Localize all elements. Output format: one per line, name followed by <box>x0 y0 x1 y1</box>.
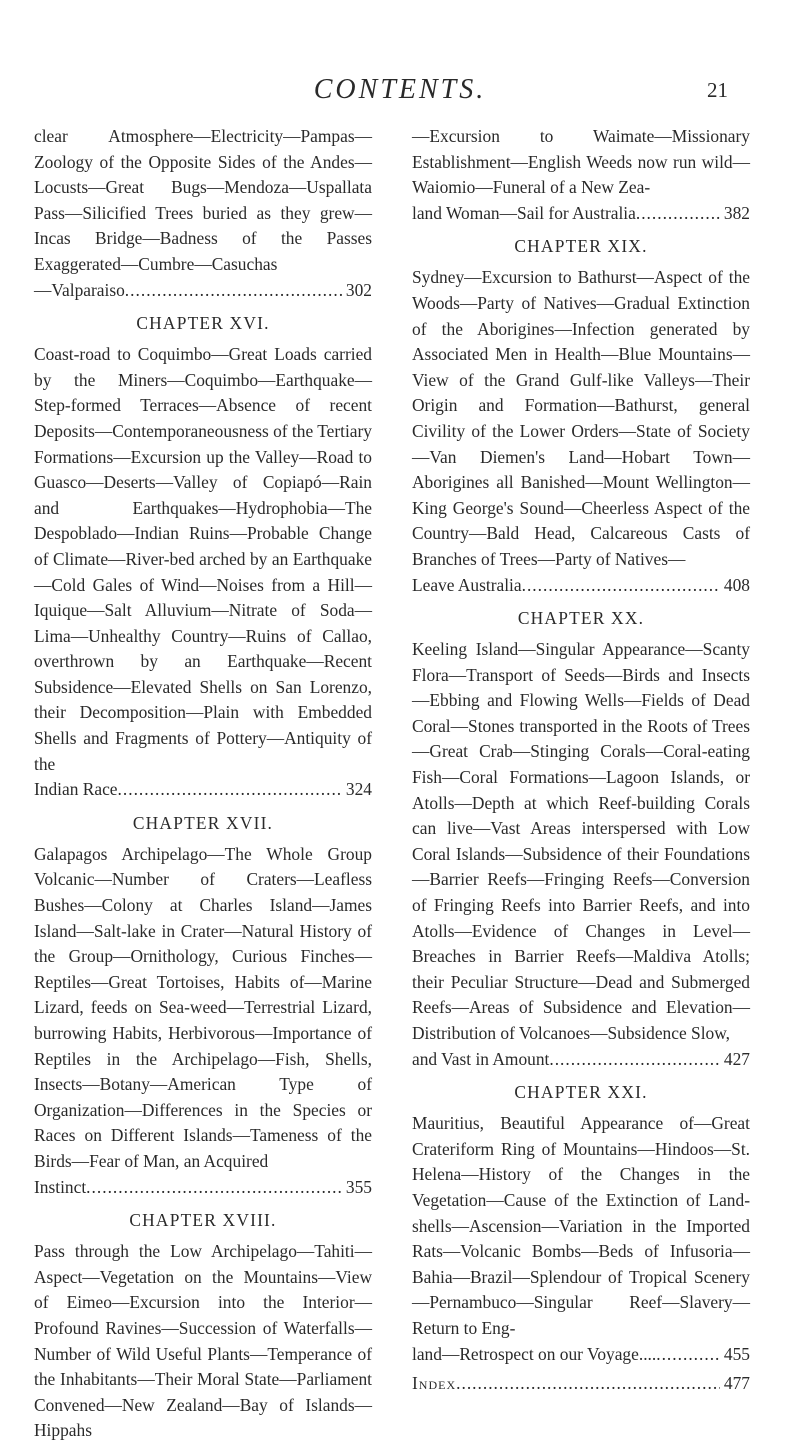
entry-last-line <box>34 1175 372 1201</box>
toc-entry-chapter-xix <box>412 265 750 598</box>
entry-last-text: Instinct <box>34 1176 87 1197</box>
toc-entry-chapter-xxi <box>412 1111 750 1367</box>
entry-page-number: 408 <box>723 574 750 595</box>
entry-text: Galapagos Archipelago—The Whole Group Volcanic—Number of Craters—Leafless Bushes—Colony at Charles Island—James Island—Salt-lake in Crater—Natural History of the Group—Ornithology, Curious Finches—Reptiles—Great Tortoises, Habits of—Marine Lizard, feeds on Sea-weed—Terrestrial Lizard, burrowing Habits, Herbivorous—Importance of Reptiles in the Archipelago—Fish, Shells, Insects—Botany—American Type of Organization—Differences in the Species or Races on Different Islands—Tameness of the Birds—Fear of Man, an Acquired <box>34 843 372 1171</box>
leader-dots <box>522 573 720 599</box>
entry-last-text: —Valparaiso <box>34 279 125 300</box>
toc-entry-chapter-xx <box>412 637 750 1072</box>
entry-page-number: 455 <box>723 1343 750 1364</box>
entry-last-text: and Vast in Amount <box>412 1048 550 1069</box>
leader-dots <box>656 1342 720 1368</box>
entry-text: Sydney—Excursion to Bathurst—Aspect of the Woods—Party of Natives—Gradual Extinction of the Aborigines—Infection generated by Associated Men in Health—Blue Mountains—View of the Grand Gulf-like Valleys—Their Origin and Formation—Bathurst, general Civility of the Lower Orders—State of Society—Van Diemen's Land—Hobart Town—Aborigines all Banished—Mount Wellington—King George's Sound—Cheerless Aspect of the Country—Bald Head, Calcareous Casts of Branches of Trees—Party of Natives— <box>412 267 750 569</box>
chapter-heading-xx: CHAPTER XX. <box>517 608 645 629</box>
entry-last-line <box>34 278 372 304</box>
left-column <box>34 124 372 1444</box>
leader-dots <box>125 278 342 304</box>
toc-entry-index <box>412 1371 750 1397</box>
entry-text: Pass through the Low Archipelago—Tahiti—Aspect—Vegetation on the Mountains—View of Eimeo—Excursion into the Interior—Profound Ravines—Succession of Waterfalls—Number of Wild Useful Plants—Temperance of the Inhabitants—Their Moral State—Parliament Convened—New Zealand—Bay of Islands—Hippahs <box>34 1241 372 1441</box>
entry-last-line <box>412 1047 750 1073</box>
entry-last-line <box>412 1342 750 1368</box>
chapter-heading-xvi: CHAPTER XVI. <box>136 313 270 334</box>
entry-page-number: 427 <box>723 1048 750 1069</box>
entry-text: —Excursion to Waimate—Missionary Establishment—English Weeds now run wild—Waiomio—Funeral of a New Zea- <box>412 126 750 198</box>
entry-text: Coast-road to Coquimbo—Great Loads carried by the Miners—Coquimbo—Earthquake—Step-formed Terraces—Absence of recent Deposits—Contemporaneousness of the Tertiary Formations—Excursion up the Valley—Road to Guasco—Deserts—Valley of Copiapó—Rain and Earthquakes—Hydrophobia—The Despoblado—Indian Ruins—Probable Change of Climate—River-bed arched by an Earthquake—Cold Gales of Wind—Noises from a Hill—Iquique—Salt Alluvium—Nitrate of Soda—Lima—Unhealthy Country—Ruins of Callao, overthrown by an Earthquake—Recent Subsidence—Elevated Shells on San Lorenzo, their Decomposition—Plain with Embedded Shells and Fragments of Pottery—Antiquity of the <box>34 344 372 774</box>
entry-last-line <box>412 201 750 227</box>
entry-page-number: 355 <box>345 1176 372 1197</box>
toc-entry-continuation-right <box>412 124 750 226</box>
entry-last-line <box>412 573 750 599</box>
entry-text: clear Atmosphere—Electricity—Pampas—Zoology of the Opposite Sides of the Andes—Locusts—Great Bugs—Mendoza—Uspallata Pass—Silicified Trees buried as they grew—Incas Bridge—Badness of the Passes Exaggerated—Cumbre—Casuchas <box>34 126 372 274</box>
chapter-heading-xviii: CHAPTER XVIII. <box>129 1210 277 1231</box>
entry-page-number: 324 <box>345 779 372 800</box>
toc-entry-chapter-xviii <box>34 1239 372 1444</box>
entry-text: Keeling Island—Singular Appearance—Scanty Flora—Transport of Seeds—Birds and Insects—Ebbing and Flowing Wells—Fields of Dead Coral—Stones transported in the Roots of Trees—Great Crab—Stinging Corals—Coral-eating Fish—Coral Formations—Lagoon Islands, or Atolls—Depth at which Reef-building Corals can live—Vast Areas interspersed with Low Coral Islands—Subsidence of their Foundations—Barrier Reefs—Fringing Reefs—Conversion of Fringing Reefs into Barrier Reefs, and into Atolls—Evidence of Changes in Level—Breaches in Barrier Reefs—Maldiva Atolls; their Peculiar Structure—Dead and Submerged Reefs—Areas of Subsidence and Elevation—Distribution of Volcanoes—Subsidence Slow, <box>412 639 750 1043</box>
entry-text: Mauritius, Beautiful Appearance of—Great Crateriform Ring of Mountains—Hindoos—St. Helena—History of the Changes in the Vegetation—Cause of the Extinction of Land-shells—Ascension—Variation in the Imported Rats—Volcanic Bombs—Beds of Infusoria—Bahia—Brazil—Splendour of Tropical Scenery—Pernambuco—Singular Reef—Slavery—Return to Eng- <box>412 1113 750 1338</box>
entry-last-text: land Woman—Sail for Australia <box>412 202 636 223</box>
toc-entry-chapter-xvii <box>34 842 372 1200</box>
leader-dots <box>86 1175 342 1201</box>
entry-last-text: land—Retrospect on our Voyage.... <box>412 1343 657 1364</box>
entry-page-number: 382 <box>723 202 750 223</box>
page-number: 21 <box>707 78 728 102</box>
index-page-number: 477 <box>723 1373 750 1394</box>
entry-last-text: Leave Australia <box>412 574 522 595</box>
page-header <box>0 74 800 114</box>
leader-dots <box>118 777 342 803</box>
chapter-heading-xvii: CHAPTER XVII. <box>132 812 274 833</box>
leader-dots <box>636 201 720 227</box>
index-label: Index <box>412 1373 457 1394</box>
running-title: CONTENTS. <box>313 74 487 105</box>
chapter-heading-xix: CHAPTER XIX. <box>514 236 648 257</box>
toc-entry-chapter-xvi <box>34 342 372 803</box>
entry-last-line <box>34 777 372 803</box>
toc-entry-continuation-left <box>34 124 372 303</box>
leader-dots <box>456 1371 720 1397</box>
chapter-heading-xxi: CHAPTER XXI. <box>514 1082 648 1103</box>
entry-page-number: 302 <box>345 279 372 300</box>
right-column <box>412 124 750 1397</box>
leader-dots <box>549 1047 720 1073</box>
entry-last-text: Indian Race <box>34 779 118 800</box>
